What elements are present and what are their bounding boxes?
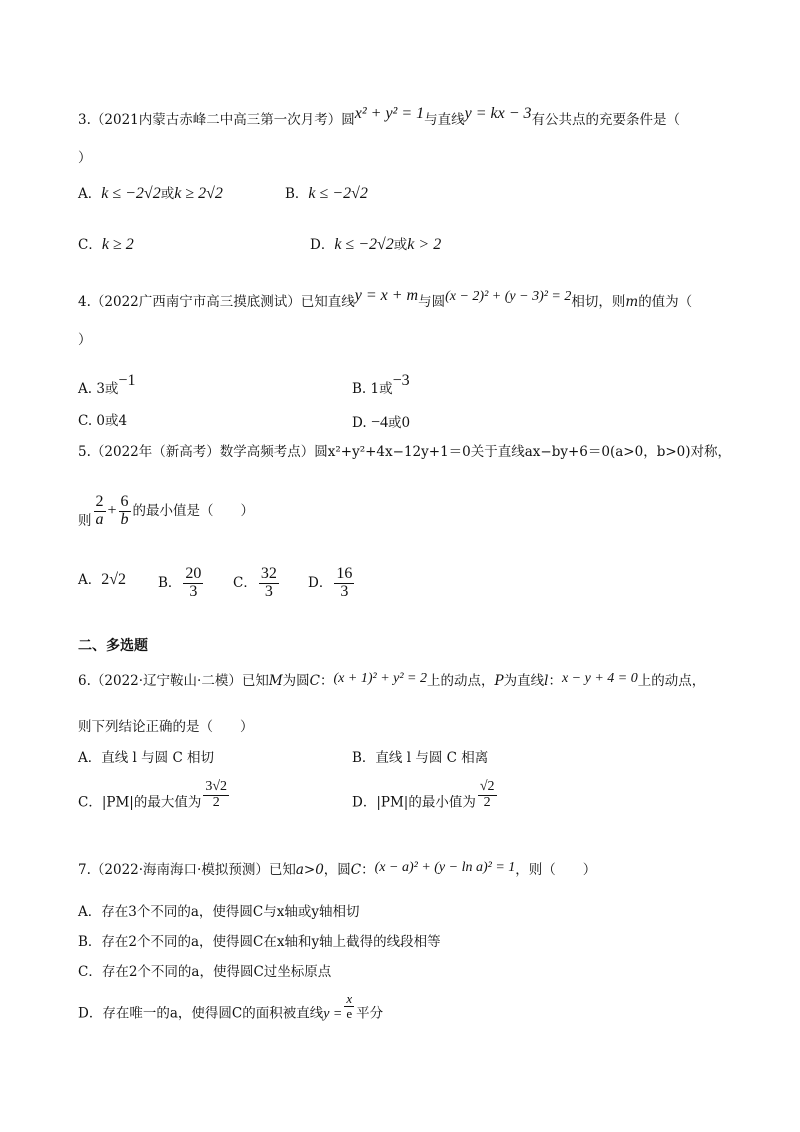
q5-option-a[interactable]: A．2√2: [78, 571, 127, 588]
q4-close-paren: ）: [78, 332, 92, 348]
q4-stem: 4.（2022广西南宁市高三摸底测试）已知直线y = x + m与圆(x − 2)² + (y − 3)² = 2相切，则m的值为（: [78, 287, 693, 310]
q7-stem: 7.（2022·海南海口·模拟预测）已知a>0，圆C：(x − a)² + (y − ln a)² = 1，则（ ）: [78, 860, 597, 878]
q5-fraction-2-over-a: $\frac{2}{a}$: [95, 493, 104, 528]
q4-number: 4.: [78, 294, 91, 310]
q6-option-b[interactable]: B．直线 l 与圆 C 相离: [352, 750, 489, 766]
q5-stem-line2: 则 $\frac{2}{a}$ + $\frac{6}{b}$ 的最小值是（ ）: [78, 493, 255, 529]
q3-source: （2021内蒙古赤峰二中高三第一次月考）: [90, 112, 342, 128]
q3-close-paren: ）: [78, 150, 92, 166]
q7-option-b[interactable]: B．存在2个不同的a，使得圆C在x轴和y轴上截得的线段相等: [78, 934, 441, 950]
q5-stem-line1: 5.（2022年（新高考）数学高频考点）圆x²+y²+4x−12y+1＝0关于直线ax−by+6＝0(a>0，b>0)对称，: [78, 444, 731, 460]
q6-source: （2022·辽宁鞍山·二模）: [90, 673, 242, 689]
q4-option-c[interactable]: C. 0或4: [78, 413, 128, 429]
q6-circle-eq: (x + 1)² + y² = 2: [333, 671, 428, 686]
q4-option-a[interactable]: A. 3或−1: [78, 372, 136, 397]
q7-source: （2022·海南海口·模拟预测）: [90, 862, 269, 878]
q5-number: 5.: [78, 444, 91, 460]
q3-option-b[interactable]: B．k ≤ −2√2: [285, 185, 368, 202]
q5-fraction-6-over-b: $\frac{6}{b}$: [120, 493, 129, 528]
q3-option-a[interactable]: A．k ≤ −2√2或k ≥ 2√2: [78, 185, 223, 202]
q3-number: 3.: [78, 112, 91, 128]
q4-line-eq: y = x + m: [354, 287, 419, 304]
q3-circle-eq: x² + y² = 1: [354, 105, 425, 122]
q6-number: 6.: [78, 673, 91, 689]
q7-number: 7.: [78, 862, 91, 878]
q4-option-d[interactable]: D. −4或0: [352, 414, 411, 431]
q3-stem: 3.（2021内蒙古赤峰二中高三第一次月考）圆x² + y² = 1与直线y = kx − 3有公共点的充要条件是（: [78, 105, 681, 128]
q6-stem-line2: 则下列结论正确的是（ ）: [78, 719, 254, 735]
q3-option-c[interactable]: C．k ≥ 2: [78, 236, 134, 253]
q7-circle-eq: (x − a)² + (y − ln a)² = 1: [374, 860, 516, 875]
q4-circle-eq: (x − 2)² + (y − 3)² = 2: [445, 289, 572, 304]
q5-option-c[interactable]: C． $\frac{32}{3}$: [233, 565, 277, 600]
q7-option-a[interactable]: A．存在3个不同的a，使得圆C与x轴或y轴相切: [78, 904, 360, 920]
q7-option-c[interactable]: C．存在2个不同的a，使得圆C过坐标原点: [78, 964, 332, 980]
q4-source: （2022广西南宁市高三摸底测试）: [90, 294, 301, 310]
q5-option-b[interactable]: B． $\frac{20}{3}$: [158, 565, 202, 600]
q6-stem: 6.（2022·辽宁鞍山·二模）已知M为圆C：(x + 1)² + y² = 2上的动点，P为直线l：x − y + 4 = 0上的动点，: [78, 671, 706, 689]
q7-option-d[interactable]: D．存在唯一的a，使得圆C的面积被直线y = $\frac{x}{e}$ 平分: [78, 991, 384, 1022]
q4-option-b[interactable]: B. 1或−3: [352, 372, 410, 397]
q3-line-eq: y = kx − 3: [464, 105, 532, 122]
q6-line-eq: x − y + 4 = 0: [561, 671, 638, 686]
section-multiple-choice-heading: 二、多选题: [78, 638, 148, 654]
q6-option-c[interactable]: C．|PM|的最大值为 $\frac{3√2}{2}$: [78, 779, 228, 811]
q6-option-a[interactable]: A．直线 l 与圆 C 相切: [78, 750, 215, 766]
q5-option-d[interactable]: D． $\frac{16}{3}$: [308, 565, 353, 600]
q3-option-d[interactable]: D．k ≤ −2√2或k > 2: [310, 236, 442, 253]
q6-option-d[interactable]: D．|PM|的最小值为 $\frac{√2}{2}$: [352, 779, 495, 811]
